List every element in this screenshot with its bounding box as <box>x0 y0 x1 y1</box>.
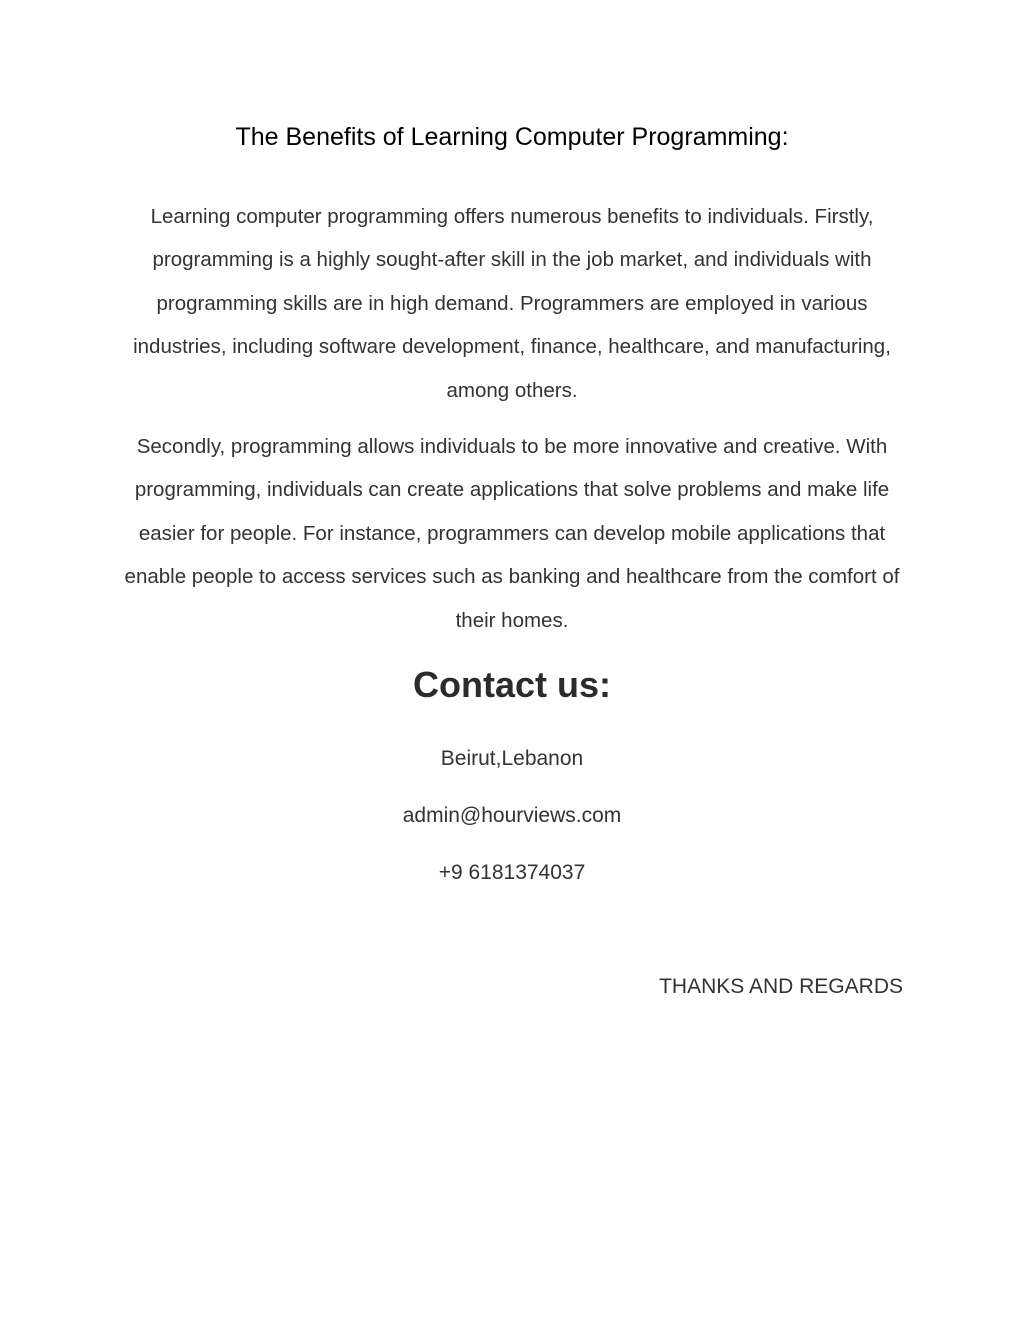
paragraph-benefits-creativity: Secondly, programming allows individuals to be more innovative and creative. With programming, individuals can create applications that solve problems and make life easier for people. For instance, programmers can develop mobile applications that enable people to access services such as banking and healthcare from the comfort of their homes. <box>124 435 900 632</box>
signoff-text: THANKS AND REGARDS <box>659 975 903 998</box>
contact-phone[interactable]: +9 6181374037 <box>438 861 586 884</box>
contact-location: Beirut,Lebanon <box>440 747 584 770</box>
document-title: The Benefits of Learning Computer Programming: <box>235 123 789 151</box>
contact-email[interactable]: admin@hourviews.com <box>402 804 622 827</box>
contact-heading: Contact us: <box>413 664 611 705</box>
paragraph-benefits-intro: Learning computer programming offers numerous benefits to individuals. Firstly, programming is a highly sought-after skill in the job market, and individuals with programming skills are in high demand. Programmers are employed in various industries, including software development, finance, healthcare, and manufacturing, among others. <box>133 205 891 402</box>
